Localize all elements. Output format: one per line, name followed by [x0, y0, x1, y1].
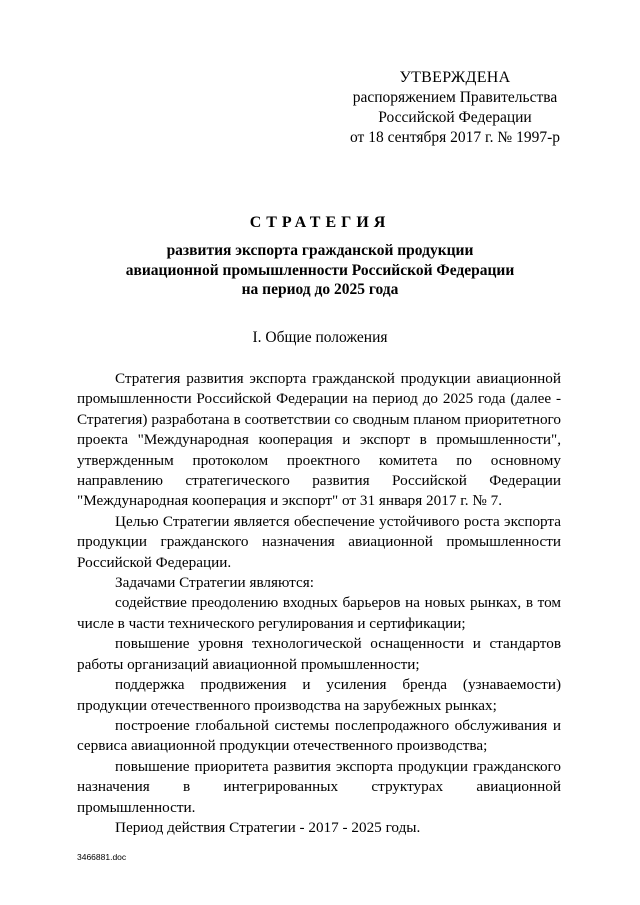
approval-stamp — [340, 68, 570, 148]
paragraph: Период действия Стратегии - 2017 - 2025 годы. — [115, 818, 421, 836]
document-title: СТРАТЕГИЯ — [249, 214, 391, 231]
approval-title: УТВЕРЖДЕНА — [399, 69, 511, 86]
section-title: I. Общие положения — [252, 329, 388, 346]
file-code: 3466881.doc — [77, 852, 127, 862]
document-subtitle-line: развития экспорта гражданской продукции — [166, 242, 474, 259]
document-heading — [80, 213, 560, 300]
document-body — [77, 369, 561, 838]
approval-line: распоряжением Правительства — [352, 89, 558, 106]
paragraph: Стратегия развития экспорта гражданской продукции авиационной промышленности Российской Федерации на период до 2025 года (далее - Стратегия) разработана в соответствии со сводным планом приоритетного проекта "Международная кооперация и экспорт в промышленности", утвержденным протоколом проектного комитета по основному направлению стратегического развития Российской Федерации "Международная кооперация и экспорт" от 31 января 2017 г. № 7. — [77, 370, 561, 510]
paragraph: Целью Стратегии является обеспечение устойчивого роста экспорта продукции гражданского назначения авиационной промышленности Российской Федерации. — [77, 512, 561, 571]
list-item: построение глобальной системы послепродажного обслуживания и сервиса авиационной продукции отечественного производства; — [77, 716, 561, 755]
paragraph: Задачами Стратегии являются: — [115, 574, 314, 592]
list-item: содействие преодолению входных барьеров на новых рынках, в том числе в части технического регулирования и сертификации; — [77, 594, 561, 632]
list-item: поддержка продвижения и усиления бренда (узнаваемости) продукции отечественного производства на зарубежных рынках; — [77, 676, 561, 714]
list-item: повышение приоритета развития экспорта продукции гражданского назначения в интегрированных структурах авиационной промышленности. — [77, 757, 561, 816]
document-subtitle-line: авиационной промышленности Российской Федерации — [125, 261, 515, 279]
list-item: повышение уровня технологической оснащенности и стандартов работы организаций авиационной промышленности; — [77, 635, 561, 673]
approval-line: Российской Федерации — [378, 109, 532, 126]
approval-date-number: от 18 сентября 2017 г. № 1997-р — [350, 129, 560, 146]
document-subtitle-line: на период до 2025 года — [241, 281, 399, 298]
